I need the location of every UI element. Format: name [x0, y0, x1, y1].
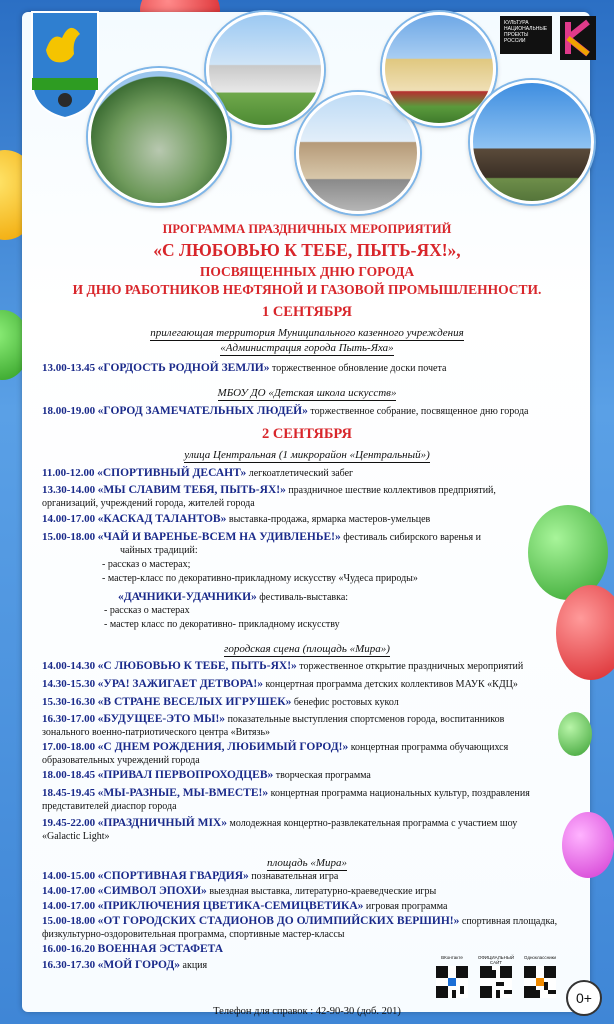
event-desc: выставка-продажа, ярмарка мастеров-умельцев	[226, 514, 431, 525]
event-row	[42, 696, 580, 710]
event-time: 16.00-16.20	[42, 943, 96, 955]
event-row	[42, 741, 580, 767]
event-desc: фестиваль сибирского варенья и	[340, 532, 481, 543]
event-desc: спортивная площадка,	[459, 916, 558, 927]
event-name: «МЫ-РАЗНЫЕ, МЫ-ВМЕСТЕ!»	[97, 787, 269, 799]
event-row	[42, 870, 580, 884]
event-desc: торжественное обновление доски почета	[269, 363, 447, 374]
qr-code-icon[interactable]	[436, 966, 468, 998]
event-time: 14.00-17.00	[42, 513, 96, 525]
event-name: «УРА! ЗАЖИГАЕТ ДЕТВОРА!»	[97, 678, 264, 690]
logo-text: ПРОЕКТЫ	[504, 32, 529, 38]
event-name: «ОТ ГОРОДСКИХ СТАДИОНОВ ДО ОЛИМПИЙСКИХ ВЕРШИН!»	[97, 915, 460, 927]
title-dedication-1: ПОСВЯЩЕННЫХ ДНЮ ГОРОДА	[199, 264, 415, 279]
event-desc: образовательных учреждений города	[42, 754, 200, 766]
qr-label: Одноклассники	[523, 955, 557, 960]
venue-text: прилегающая территория Муниципального казенного учреждения	[150, 327, 464, 339]
event-desc: чайных традиций:	[120, 545, 198, 556]
venue-text: улица Центральная (1 микрорайон «Центральный»)	[184, 449, 430, 461]
event-name: «ПРАЗДНИЧНЫЙ MIX»	[97, 817, 227, 829]
event-name: «С ЛЮБОВЬЮ К ТЕБЕ, ПЫТЬ-ЯХ!»	[97, 660, 297, 672]
venue-text: «Администрация города Пыть-Яха»	[220, 342, 394, 354]
event-name: «СПОРТИВНЫЙ ДЕСАНТ»	[97, 467, 247, 479]
event-name: «МЫ СЛАВИМ ТЕБЯ, ПЫТЬ-ЯХ!»	[97, 484, 286, 496]
event-name: «СИМВОЛ ЭПОХИ»	[97, 885, 207, 897]
event-row	[42, 713, 580, 739]
venue-line	[30, 856, 584, 870]
event-name: «ДАЧНИКИ-УДАЧНИКИ»	[118, 591, 257, 603]
day-heading: 2 СЕНТЯБРЯ	[261, 426, 353, 442]
event-time: 13.30-14.00	[42, 484, 96, 496]
event-subitem: - рассказ о мастерах;	[102, 559, 191, 570]
event-row	[42, 362, 580, 376]
event-desc: фестиваль-выставка:	[256, 592, 349, 603]
event-desc: физкультурно-оздоровительная программа, спортивные мастер-классы	[42, 928, 345, 940]
event-row	[42, 900, 580, 914]
festival-name: «С ЛЮБОВЬЮ К ТЕБЕ, ПЫТЬ-ЯХ!»,	[153, 240, 461, 260]
event-desc: легкоатлетический забег	[246, 468, 354, 479]
city-photo-statue	[470, 80, 594, 204]
day-heading: 1 СЕНТЯБРЯ	[261, 304, 353, 320]
event-desc: концертная программа детских коллективов МАУК «КДЦ»	[263, 679, 518, 690]
event-row	[42, 885, 580, 899]
logo-text: РОССИИ	[504, 38, 526, 44]
event-desc: торжественное открытие праздничных мероприятий	[296, 661, 524, 672]
event-name: «СПОРТИВНАЯ ГВАРДИЯ»	[97, 870, 249, 882]
event-time: 15.30-16.30	[42, 696, 96, 708]
event-name: «ГОРОД ЗАМЕЧАТЕЛЬНЫХ ЛЮДЕЙ»	[97, 405, 308, 417]
national-projects-logo	[500, 16, 552, 54]
event-subitem: - мастер-класс по декоративно-прикладному искусству «Чудеса природы»	[102, 573, 418, 584]
event-desc: игровая программа	[363, 901, 448, 912]
event-desc: организаций, учреждений города, жителей города	[42, 497, 255, 509]
event-time: 16.30-17.00	[42, 713, 96, 725]
event-desc: познавательная игра	[248, 871, 339, 882]
event-time: 19.45-22.00	[42, 817, 96, 829]
event-time: 18.00-18.45	[42, 769, 96, 781]
event-desc: зонального военно-патриотического центра «Витязь»	[42, 726, 271, 738]
event-time: 15.00-18.00	[42, 915, 96, 927]
event-time: 14.00-15.00	[42, 870, 96, 882]
event-row	[42, 660, 580, 674]
event-name: «ПРИВАЛ ПЕРВОПРОХОДЦЕВ»	[97, 769, 274, 781]
event-desc: «Galactic Light»	[42, 830, 110, 842]
event-name: «С ДНЕМ РОЖДЕНИЯ, ЛЮБИМЫЙ ГОРОД!»	[97, 741, 349, 753]
city-photo-aerial	[88, 68, 230, 206]
event-desc: выездная выставка, литературно-краеведческие игры	[206, 886, 437, 897]
event-row	[42, 531, 580, 545]
venue-line	[30, 642, 584, 656]
culture-k-logo	[560, 16, 596, 60]
event-time: 18.45-19.45	[42, 787, 96, 799]
event-time: 14.30-15.30	[42, 678, 96, 690]
event-row	[42, 915, 580, 941]
qr-label: ВКонтакте	[441, 955, 463, 960]
event-time: 14.00-17.00	[42, 885, 96, 897]
event-row	[42, 484, 580, 510]
qr-code-icon[interactable]	[524, 966, 556, 998]
event-time: 14.00-17.00	[42, 900, 96, 912]
venue-text: площадь «Мира»	[267, 857, 347, 869]
qr-label: ОФИЦИАЛЬНЫЙ САЙТ	[477, 955, 515, 965]
event-time: 11.00-12.00	[42, 467, 95, 479]
event-name: «ПРИКЛЮЧЕНИЯ ЦВЕТИКА-СЕМИЦВЕТИКА»	[97, 900, 364, 912]
event-row	[42, 405, 580, 419]
venue-line	[30, 448, 584, 462]
event-time: 17.00-18.00	[42, 741, 96, 753]
city-crest-bird-icon	[30, 10, 100, 120]
event-name: ВОЕННАЯ ЭСТАФЕТА	[97, 943, 224, 955]
event-row	[42, 678, 580, 692]
event-desc: концертная программа национальных культур, поздравления	[268, 788, 530, 799]
program-title: ПРОГРАММА ПРАЗДНИЧНЫХ МЕРОПРИЯТИЙ	[162, 222, 452, 236]
event-subitem: - мастер класс по декоративно- прикладному искусству	[104, 619, 340, 630]
event-desc: показательные выступления спортсменов города, воспитанников	[225, 714, 505, 725]
venue-line	[30, 341, 584, 355]
event-desc: акция	[180, 960, 208, 971]
event-row	[42, 769, 580, 783]
event-desc: бенефис ростовых кукол	[291, 697, 399, 708]
event-row	[42, 817, 580, 843]
phone-info: Телефон для справок : 42-90-30 (доб. 201)	[213, 1006, 401, 1017]
event-row	[42, 787, 580, 813]
event-desc: торжественное собрание, посвященное дню города	[307, 406, 529, 417]
event-subitem: - рассказ о мастерах	[104, 605, 190, 616]
event-time: 18.00-19.00	[42, 405, 96, 417]
event-name: «КАСКАД ТАЛАНТОВ»	[97, 513, 227, 525]
event-time: 15.00-18.00	[42, 531, 96, 543]
venue-line	[30, 386, 584, 400]
event-time: 16.30-17.30	[42, 959, 96, 971]
event-name: «МОЙ ГОРОД»	[97, 959, 181, 971]
event-row	[118, 591, 558, 605]
event-desc: концертная программа обучающихся	[348, 742, 509, 753]
logo-text: НАЦИОНАЛЬНЫЕ	[504, 26, 548, 32]
event-row	[42, 513, 580, 527]
event-name: «ГОРДОСТЬ РОДНОЙ ЗЕМЛИ»	[97, 362, 270, 374]
title-dedication-2: И ДНЮ РАБОТНИКОВ НЕФТЯНОЙ И ГАЗОВОЙ ПРОМЫШЛЕННОСТИ.	[72, 282, 542, 297]
logo-text: КУЛЬТУРА	[504, 20, 529, 26]
venue-line	[30, 326, 584, 340]
event-desc: праздничное шествие коллективов предприятий,	[285, 485, 496, 496]
event-desc: представителей диаспор города	[42, 800, 177, 812]
event-time: 14.00-14.30	[42, 660, 96, 672]
event-name: «БУДУЩЕЕ-ЭТО МЫ!»	[97, 713, 226, 725]
event-name: «ЧАЙ И ВАРЕНЬЕ-ВСЕМ НА УДИВЛЕНЬЕ!»	[97, 531, 341, 543]
event-name: «В СТРАНЕ ВЕСЕЛЫХ ИГРУШЕК»	[97, 696, 292, 708]
event-desc: молодежная концертно-развлекательная программа с участием шоу	[227, 818, 518, 829]
venue-text: МБОУ ДО «Детская школа искусств»	[217, 387, 397, 399]
age-rating-badge: 0+	[566, 980, 602, 1016]
event-time: 13.00-13.45	[42, 362, 96, 374]
qr-code-icon[interactable]	[480, 966, 512, 998]
event-row	[42, 467, 580, 481]
event-desc: творческая программа	[273, 770, 371, 781]
venue-text: городская сцена (площадь «Мира»)	[224, 643, 390, 655]
